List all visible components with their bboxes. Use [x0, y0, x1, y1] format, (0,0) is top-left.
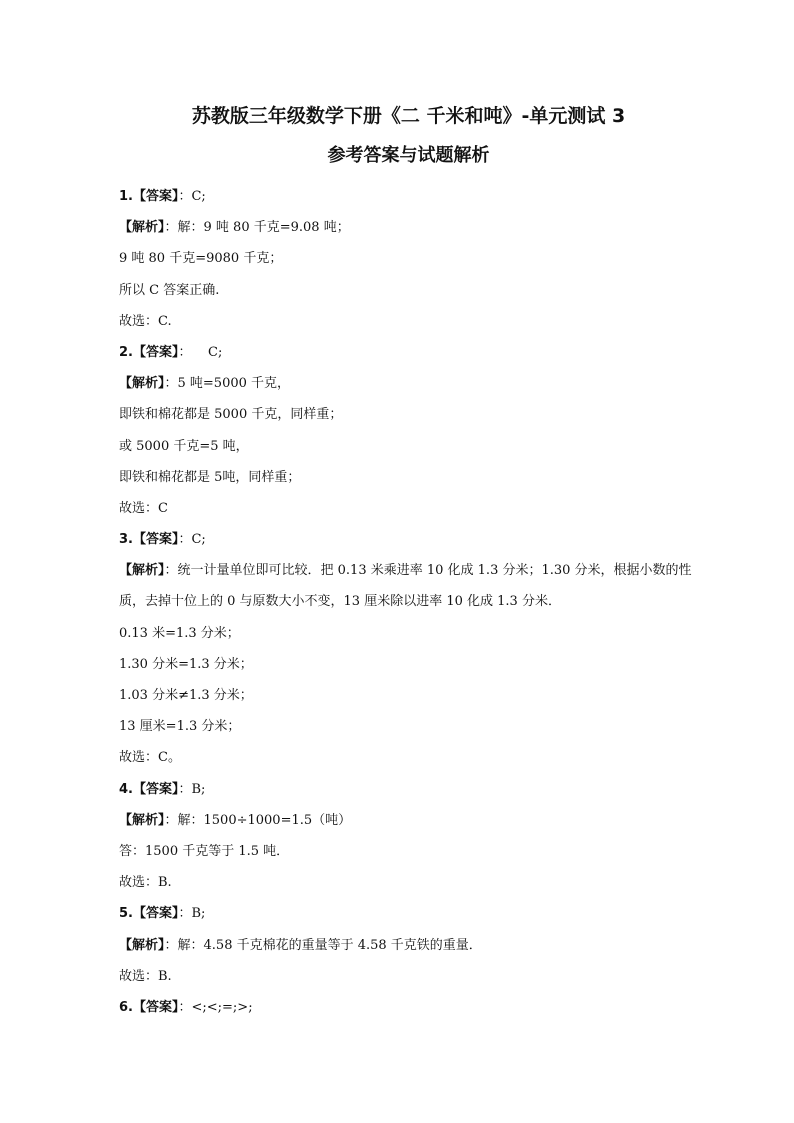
line-tag: 【解析】	[119, 220, 165, 236]
page-title: 苏教版三年级数学下册《二 千米和吨》-单元测试 3	[191, 105, 626, 127]
text-line	[119, 337, 698, 368]
text-line	[119, 462, 698, 493]
line-text: ：解：4.58 千克棉花的重量等于 4.58 千克铁的重量．	[164, 937, 482, 953]
line-tag: 1.【答案】	[119, 189, 179, 204]
text-line	[119, 930, 698, 961]
line-tag: 2.【答案】	[119, 344, 179, 360]
line-text: 答：1500 千克等于 1.5 吨．	[119, 843, 290, 859]
line-text: 故选：C.	[119, 313, 172, 329]
text-line	[119, 368, 698, 399]
line-tag: 【解析】	[119, 376, 165, 392]
text-line	[119, 992, 698, 1023]
line-text: 或 5000 千克=5 吨，	[119, 438, 249, 454]
text-line	[119, 742, 698, 773]
text-line	[119, 555, 698, 617]
line-text: 故选：C	[119, 500, 168, 516]
line-text: 故选：B.	[119, 875, 172, 891]
text-line	[119, 212, 698, 243]
line-tag: 4.【答案】	[119, 781, 179, 797]
line-text: ：B;	[178, 906, 206, 922]
line-text: ：B;	[178, 781, 206, 797]
line-tag: 6.【答案】	[119, 999, 179, 1015]
text-line	[119, 836, 698, 867]
line-text: 即铁和棉花都是 5吨，同样重；	[119, 469, 301, 485]
line-text: ：5 吨=5000 千克，	[164, 376, 291, 392]
text-line	[119, 524, 698, 555]
text-line	[119, 181, 698, 212]
line-text: ： C;	[178, 344, 223, 360]
text-line	[119, 774, 698, 805]
line-text: 即铁和棉花都是 5000 千克，同样重；	[119, 407, 343, 423]
text-line	[119, 243, 698, 274]
text-line	[119, 805, 698, 836]
text-line	[119, 431, 698, 462]
line-tag: 【解析】	[119, 563, 165, 579]
text-line	[119, 493, 698, 524]
line-tag: 【解析】	[119, 937, 165, 953]
line-text: 13 厘米=1.3 分米；	[119, 719, 241, 735]
line-text: ：C;	[178, 189, 206, 204]
line-tag: 3.【答案】	[119, 532, 179, 548]
line-text: 9 吨 80 千克=9080 千克；	[119, 251, 283, 267]
answer-list	[119, 181, 698, 1023]
line-tag: 5.【答案】	[119, 906, 179, 922]
page-subtitle: 参考答案与试题解析	[327, 145, 490, 166]
line-text: 故选：C。	[119, 750, 181, 766]
text-line	[119, 898, 698, 929]
line-text: ：解：9 吨 80 千克=9.08 吨；	[164, 220, 350, 236]
text-line	[119, 711, 698, 742]
text-line	[119, 306, 698, 337]
text-line	[119, 649, 698, 680]
line-text: 所以 C 答案正确.	[119, 282, 220, 298]
line-text: ：统一计量单位即可比较．把 0.13 米乘进率 10 化成 1.3 分米；1.30 分米，根据小数的性质，去掉十位上的 0 与原数大小不变，13 厘米除以进率 10 化成 1.3 分米．	[119, 563, 692, 610]
text-line	[119, 275, 698, 306]
text-line	[119, 867, 698, 898]
line-text: ：C;	[178, 532, 206, 548]
line-text: 0.13 米=1.3 分米；	[119, 625, 240, 641]
line-text: 故选：B.	[119, 968, 172, 984]
text-line	[119, 399, 698, 430]
line-text: 1.03 分米≠1.3 分米；	[119, 688, 253, 704]
text-line	[119, 680, 698, 711]
line-text: ：<;<;=;>;	[178, 999, 253, 1015]
line-text: ：解：1500÷1000=1.5（吨）	[164, 812, 352, 828]
line-tag: 【解析】	[119, 812, 165, 828]
text-line	[119, 618, 698, 649]
text-line	[119, 961, 698, 992]
line-text: 1.30 分米=1.3 分米；	[119, 656, 253, 672]
